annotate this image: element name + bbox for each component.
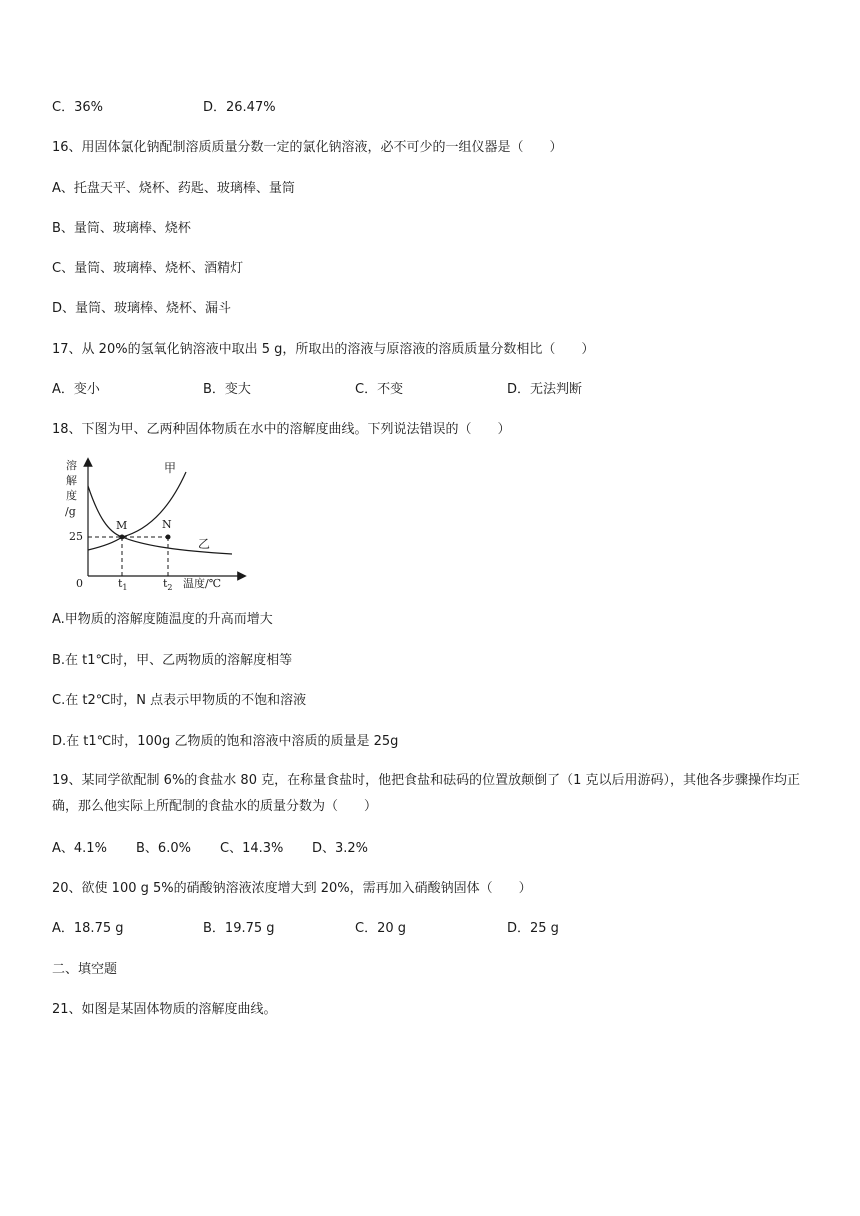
q20-stem: 20、欲使 100 g 5%的硝酸钠溶液浓度增大到 20%，需再加入硝酸钠固体（ ） — [52, 881, 532, 896]
q17-option-c: C．不变 — [355, 382, 404, 397]
q15-option-c: C．36% — [52, 100, 103, 115]
t1-label: $t_1$ — [118, 577, 128, 592]
q17-stem: 17、从 20%的氢氧化钠溶液中取出 5 g，所取出的溶液与原溶液的溶质质量分数相比（ ） — [52, 342, 595, 357]
y-tick-25: 25 — [69, 530, 83, 543]
section-heading: 二、填空题 — [52, 962, 118, 977]
q21-stem: 21、如图是某固体物质的溶解度曲线。 — [52, 1002, 277, 1017]
q20-option-b: B．19.75 g — [203, 921, 275, 936]
q16-option-b: B、量筒、玻璃棒、烧杯 — [52, 221, 191, 236]
y-label-char-1: 溶 — [66, 459, 77, 472]
point-n-label: N — [162, 518, 172, 531]
curve-jia — [88, 472, 186, 550]
q16-option-d: D、量筒、玻璃棒、烧杯、漏斗 — [52, 301, 232, 316]
q17-option-a: A．变小 — [52, 382, 100, 397]
q18-stem: 18、下图为甲、乙两种固体物质在水中的溶解度曲线。下列说法错误的（ ） — [52, 422, 511, 437]
q19-option-b: B、6.0% — [136, 841, 191, 856]
y-label-char-3: 度 — [66, 489, 77, 502]
q16-option-a: A、托盘天平、烧杯、药匙、玻璃棒、量筒 — [52, 181, 295, 196]
q20-option-a: A．18.75 g — [52, 921, 124, 936]
q19-option-c: C、14.3% — [220, 841, 284, 856]
q16-stem: 16、用固体氯化钠配制溶质质量分数一定的氯化钠溶液，必不可少的一组仪器是（ ） — [52, 140, 563, 155]
q19-option-d: D、3.2% — [312, 841, 369, 856]
q18-option-c: C.在 t2℃时，N 点表示甲物质的不饱和溶液 — [52, 693, 307, 708]
q20-option-d: D．25 g — [507, 921, 559, 936]
q19-option-a: A、4.1% — [52, 841, 107, 856]
q18-option-b: B.在 t1℃时，甲、乙两物质的溶解度相等 — [52, 653, 293, 668]
q15-option-d: D．26.47% — [203, 100, 276, 115]
point-m-label: M — [116, 519, 128, 532]
t2-label: $t_2$ — [163, 577, 173, 592]
curve-yi-label: 乙 — [198, 537, 211, 551]
solubility-curve-figure — [60, 454, 250, 594]
x-label: 温度/℃ — [183, 577, 222, 590]
point-m — [120, 535, 125, 540]
y-label-char-4: /g — [65, 505, 76, 518]
q19-stem: 19、某同学欲配制 6%的食盐水 80 克，在称量食盐时，他把食盐和砝码的位置放颠倒了（1 克以后用游码），其他各步骤操作均正确，那么他实际上所配制的食盐水的质量分数为（ ） — [52, 773, 801, 814]
origin-label: 0 — [76, 577, 83, 590]
q20-option-c: C．20 g — [355, 921, 407, 936]
q17-option-b: B．变大 — [203, 382, 251, 397]
point-n — [166, 535, 171, 540]
q17-option-d: D．无法判断 — [507, 382, 583, 397]
curve-jia-label: 甲 — [164, 461, 177, 475]
y-label-char-2: 解 — [66, 474, 77, 487]
q16-option-c: C、量筒、玻璃棒、烧杯、酒精灯 — [52, 261, 244, 276]
q18-option-d: D.在 t1℃时，100g 乙物质的饱和溶液中溶质的质量是 25g — [52, 734, 399, 749]
q18-option-a: A.甲物质的溶解度随温度的升高而增大 — [52, 612, 273, 627]
